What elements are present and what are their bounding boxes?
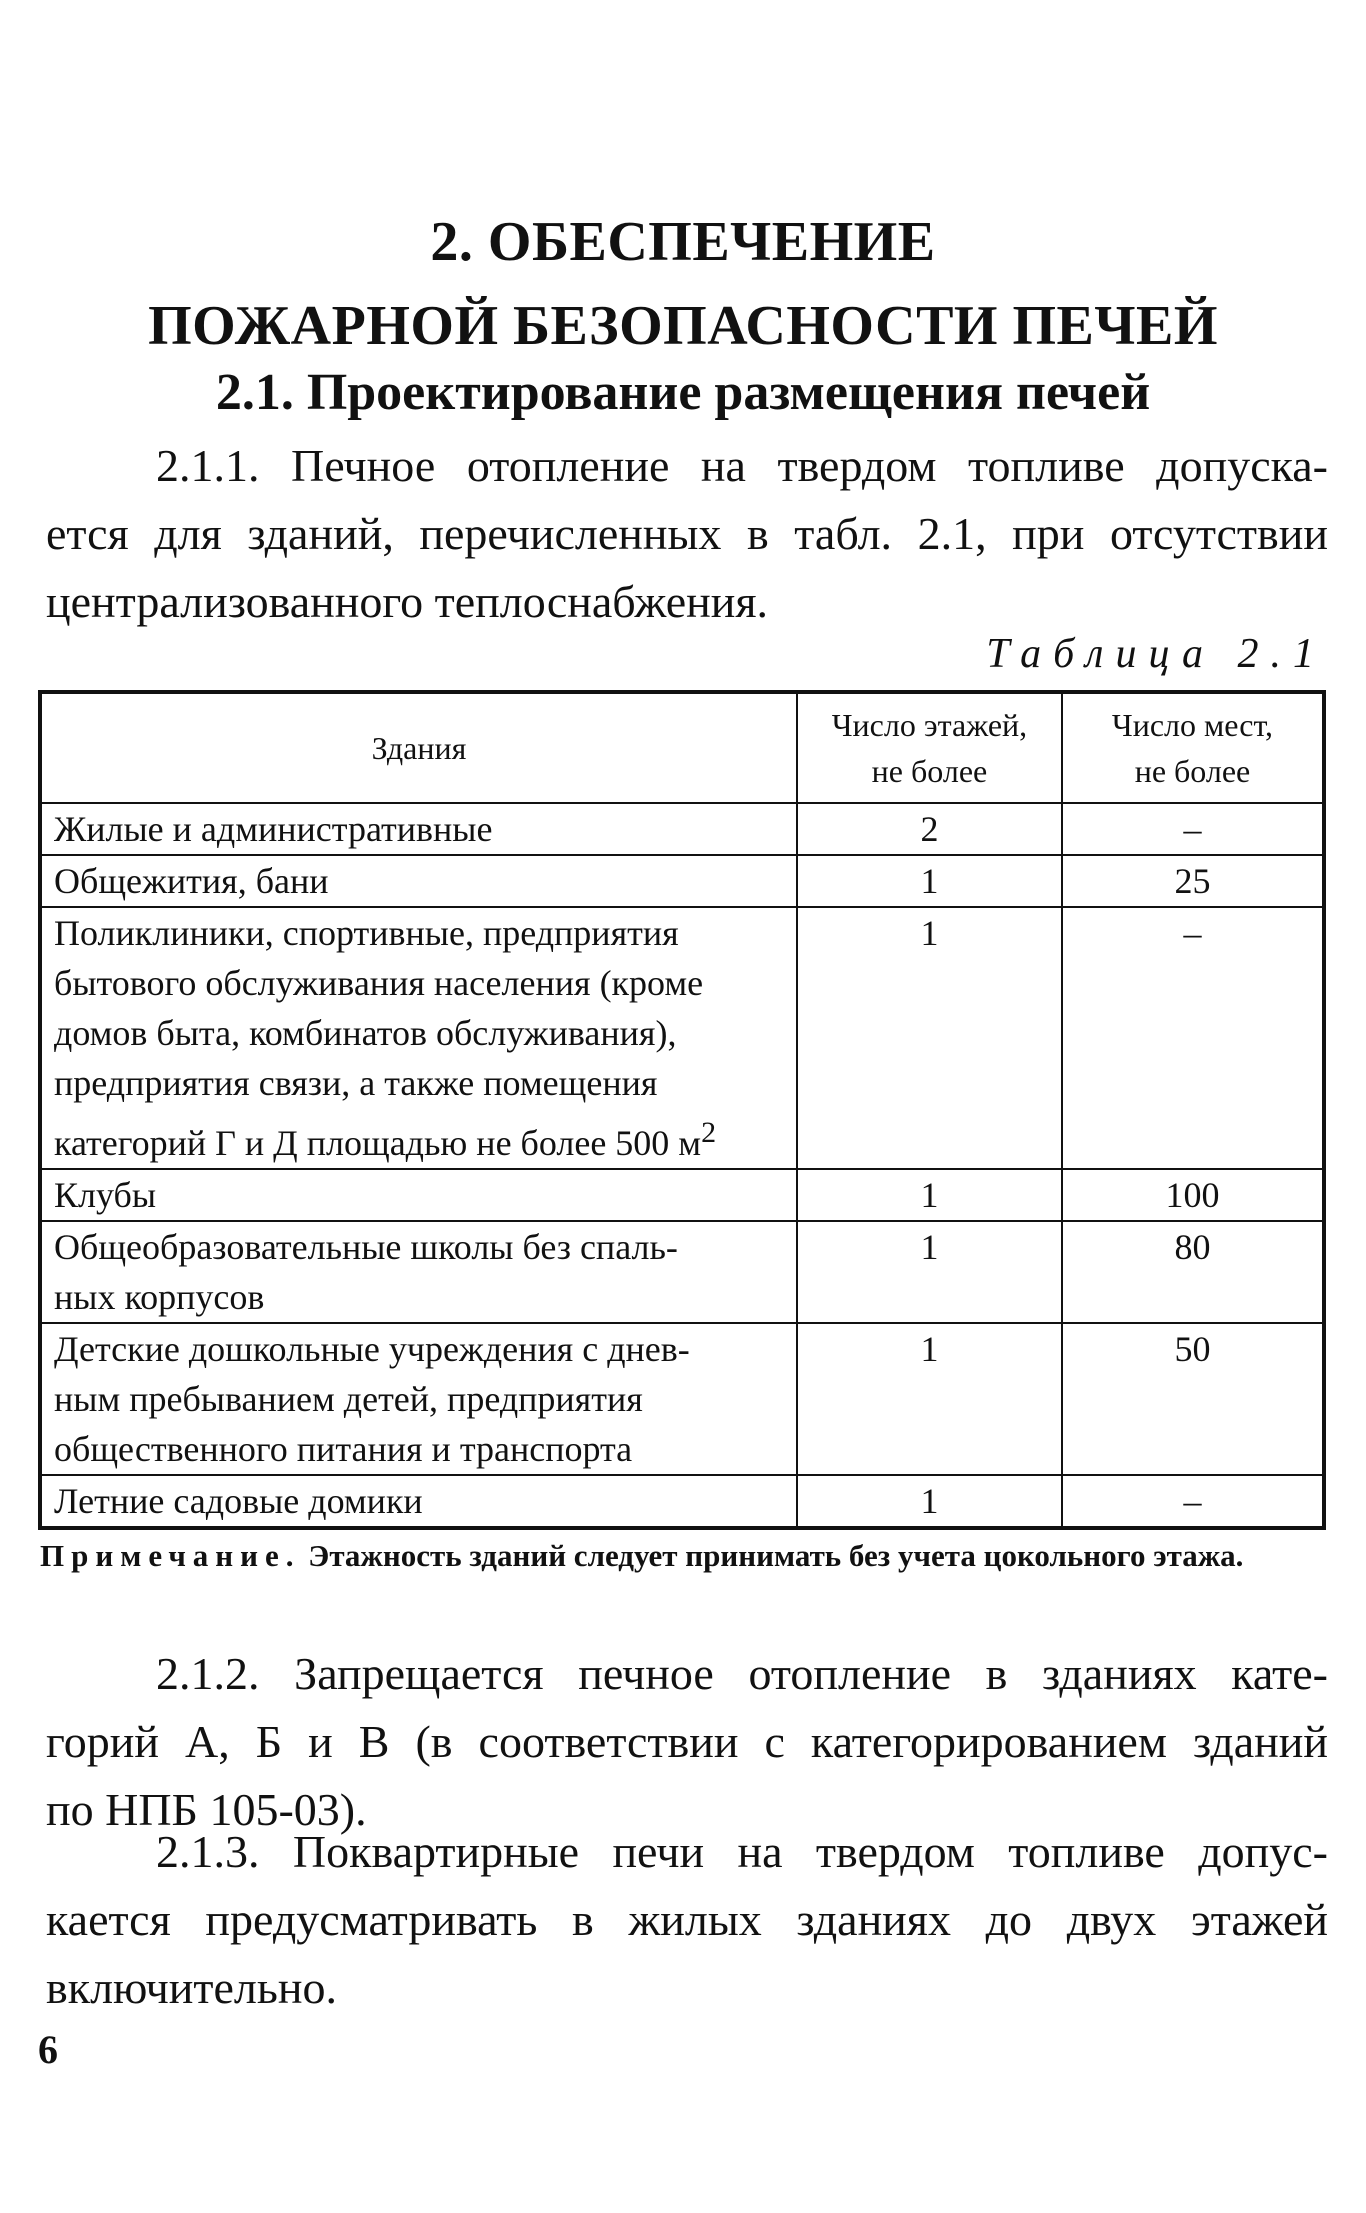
cell-seats: – [1062, 803, 1324, 855]
table-header-row [40, 692, 1324, 803]
cell-floors: 1 [797, 1475, 1062, 1528]
paragraph-2-1-3 [46, 1818, 1328, 2022]
cell-building-line: предприятия связи, а также помещения [54, 1063, 658, 1103]
cell-building [40, 803, 797, 855]
cell-seats: – [1062, 1475, 1324, 1528]
paragraph-2-1-1 [46, 432, 1328, 636]
buildings-table [38, 690, 1326, 1530]
paragraph-line: кается предусматривать в жилых зданиях до двух этажей [46, 1894, 1328, 1945]
cell-floors: 1 [797, 907, 1062, 1169]
cell-floors: 1 [797, 855, 1062, 907]
cell-seats: 25 [1062, 855, 1324, 907]
cell-floors: 1 [797, 1323, 1062, 1475]
chapter-title-line2: ПОЖАРНОЙ БЕЗОПАСНОСТИ ПЕЧЕЙ [148, 295, 1218, 357]
header-buildings: Здания [40, 692, 797, 803]
table-row [40, 1323, 1324, 1475]
header-seats [1062, 692, 1324, 803]
cell-seats: 80 [1062, 1221, 1324, 1323]
paragraph-line: горий А, Б и В (в соответствии с категорированием зданий [46, 1716, 1328, 1767]
cell-building [40, 1323, 797, 1475]
cell-building [40, 1475, 797, 1528]
cell-seats: 100 [1062, 1169, 1324, 1221]
cell-building [40, 907, 797, 1169]
cell-building-line: Общежития, бани [54, 861, 329, 901]
paragraph-line: 2.1.2. Запрещается печное отопление в зданиях кате- [156, 1648, 1328, 1699]
note-text: Этажность зданий следует принимать без учета цокольного этажа. [308, 1538, 1244, 1573]
paragraph-2-1-2 [46, 1640, 1328, 1844]
paragraph-line: централизованного теплоснабжения. [46, 576, 769, 627]
cell-building-line: домов быта, комбинатов обслуживания), [54, 1013, 677, 1053]
cell-floors: 1 [797, 1169, 1062, 1221]
paragraph-line: 2.1.1. Печное отопление на твердом топливе допуска- [156, 440, 1328, 491]
superscript-squared: 2 [701, 1116, 717, 1149]
table-caption: Таблица 2.1 [986, 631, 1326, 677]
cell-building-line: Детские дошкольные учреждения с днев- [54, 1329, 690, 1369]
header-floors-line1: Число этажей, [831, 707, 1028, 743]
cell-floors: 2 [797, 803, 1062, 855]
paragraph-line: ется для зданий, перечисленных в табл. 2.1, при отсутствии [46, 508, 1328, 559]
table-row [40, 1475, 1324, 1528]
paragraph-line: 2.1.3. Поквартирные печи на твердом топливе допус- [156, 1826, 1328, 1877]
cell-building-line: Жилые и административные [54, 809, 493, 849]
table-row [40, 907, 1324, 1169]
header-floors-line2: не более [871, 753, 988, 789]
cell-building [40, 1221, 797, 1323]
chapter-title-line1: 2. ОБЕСПЕЧЕНИЕ [430, 211, 936, 273]
note-label: Примечание. [40, 1538, 301, 1573]
cell-building-line: Общеобразовательные школы без спаль- [54, 1227, 678, 1267]
table-row [40, 855, 1324, 907]
cell-building [40, 1169, 797, 1221]
page-number: 6 [38, 2027, 58, 2072]
chapter-title [0, 200, 1366, 368]
cell-building-line: бытового обслуживания населения (кроме [54, 963, 704, 1003]
table-row [40, 1221, 1324, 1323]
cell-floors: 1 [797, 1221, 1062, 1323]
cell-building-line: общественного питания и транспорта [54, 1429, 633, 1469]
section-title: 2.1. Проектирование размещения печей [215, 364, 1151, 421]
cell-building-line: Клубы [54, 1175, 157, 1215]
cell-seats: 50 [1062, 1323, 1324, 1475]
cell-building-line: ных корпусов [54, 1277, 265, 1317]
cell-building-line: Летние садовые домики [54, 1481, 423, 1521]
paragraph-line: по НПБ 105-03). [46, 1784, 367, 1835]
header-floors [797, 692, 1062, 803]
paragraph-line: включительно. [46, 1962, 337, 2013]
cell-building-line: ным пребыванием детей, предприятия [54, 1379, 643, 1419]
table-note [40, 1532, 1326, 1580]
cell-building [40, 855, 797, 907]
cell-seats: – [1062, 907, 1324, 1169]
table-row [40, 803, 1324, 855]
header-seats-line2: не более [1134, 753, 1251, 789]
table-row [40, 1169, 1324, 1221]
cell-building-line: Поликлиники, спортивные, предприятия [54, 913, 679, 953]
cell-building-line: категорий Г и Д площадью не более 500 м [54, 1123, 702, 1163]
header-seats-line1: Число мест, [1111, 707, 1274, 743]
